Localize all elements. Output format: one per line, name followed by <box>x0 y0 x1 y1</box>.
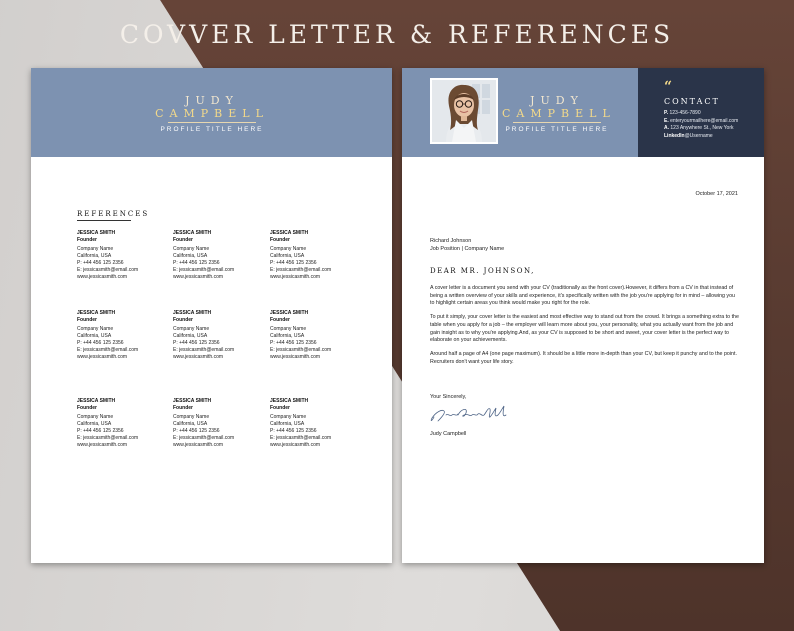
reference-card <box>77 310 169 361</box>
reference-phone: P: +44 456 125 2356 <box>173 260 220 266</box>
reference-card <box>173 230 265 281</box>
reference-phone: P: +44 456 125 2356 <box>77 428 124 434</box>
reference-phone: P: +44 456 125 2356 <box>173 428 220 434</box>
reference-card <box>77 230 169 281</box>
letter-date: October 17, 2021 <box>695 191 738 197</box>
cover-letter-header <box>402 68 764 157</box>
letter-paragraph: Around half a page of A4 (one page maximum). It should be a little more in-depth than your CV, but keep it punchy and to the point. Recruiters don't want your life story. <box>430 350 737 365</box>
contact-panel <box>638 68 764 157</box>
reference-company: Company Name <box>173 246 210 252</box>
reference-web: www.jessicasmith.com <box>77 442 128 448</box>
reference-name: JESSICA SMITH <box>77 398 116 404</box>
signer-name: Judy Campbell <box>430 431 467 437</box>
reference-role: Founder <box>77 317 97 323</box>
reference-card <box>173 398 265 449</box>
letter-paragraph: To put it simply, your cover letter is the easiest and most effective way to stand out from the crowd. It brings a something extra to the table when you apply for a job – the employer will learn more about you, your personality, what you actually want from the job and gain insight as to why you're applying.And, as your CV is supposed to be short and sweet, your cover letter is the perfect way to elaborate on your achievements. <box>430 314 739 344</box>
reference-company: Company Name <box>270 246 307 252</box>
contact-title: CONTACT <box>664 97 720 106</box>
name-last: CAMPBELL <box>155 107 269 120</box>
references-section-title: REFERENCES <box>77 210 150 218</box>
reference-phone: P: +44 456 125 2356 <box>270 428 317 434</box>
reference-web: www.jessicasmith.com <box>77 354 128 360</box>
reference-name: JESSICA SMITH <box>173 310 212 316</box>
reference-location: California, USA <box>77 421 112 427</box>
contact-list <box>664 110 738 140</box>
name-first: JUDY <box>530 94 584 107</box>
reference-web: www.jessicasmith.com <box>173 274 224 280</box>
reference-email: E: jessicasmith@email.com <box>77 347 139 353</box>
reference-web: www.jessicasmith.com <box>77 274 128 280</box>
reference-email: E: jessicasmith@email.com <box>173 435 235 441</box>
reference-company: Company Name <box>77 326 114 332</box>
reference-web: www.jessicasmith.com <box>173 354 224 360</box>
recipient-block <box>430 237 504 253</box>
reference-email: E: jessicasmith@email.com <box>173 347 235 353</box>
letter-paragraph: A cover letter is a document you send with your CV (traditionally as the front cover).However, it differs from a CV in that instead of being a written overview of your skills and experience, it's specifically written with the job you're applying for in mind – allowing you to highlight certain areas you think would make you right for the role. <box>430 285 735 307</box>
letter-closing: Your Sincerely, <box>430 394 467 400</box>
reference-location: California, USA <box>77 253 112 259</box>
reference-email: E: jessicasmith@email.com <box>77 435 139 441</box>
reference-role: Founder <box>77 405 97 411</box>
reference-name: JESSICA SMITH <box>270 230 309 236</box>
reference-web: www.jessicasmith.com <box>270 442 321 448</box>
reference-email: E: jessicasmith@email.com <box>270 435 332 441</box>
quote-icon: “ <box>664 79 673 95</box>
reference-name: JESSICA SMITH <box>270 310 309 316</box>
reference-location: California, USA <box>173 253 208 259</box>
name-first: JUDY <box>185 94 239 107</box>
reference-role: Founder <box>173 237 193 243</box>
contact-phone-label: P. <box>664 110 669 116</box>
name-block <box>112 94 312 133</box>
cover-letter-page <box>402 68 764 563</box>
contact-linkedin-label: LinkedIn <box>664 132 685 139</box>
contact-phone-value: 123-456-7890 <box>669 110 701 116</box>
reference-role: Founder <box>270 405 290 411</box>
name-divider <box>513 122 601 123</box>
reference-name: JESSICA SMITH <box>77 230 116 236</box>
references-divider <box>77 220 131 221</box>
reference-name: JESSICA SMITH <box>173 230 212 236</box>
reference-card <box>270 398 362 449</box>
recipient-name: Richard Johnson <box>430 238 472 244</box>
profile-title: PROFILE TITLE HERE <box>505 126 609 133</box>
reference-company: Company Name <box>270 414 307 420</box>
reference-web: www.jessicasmith.com <box>173 442 224 448</box>
reference-card <box>270 230 362 281</box>
reference-name: JESSICA SMITH <box>77 310 116 316</box>
contact-linkedin-value: @Username <box>684 132 713 139</box>
reference-company: Company Name <box>77 246 114 252</box>
reference-company: Company Name <box>270 326 307 332</box>
reference-company: Company Name <box>77 414 114 420</box>
reference-location: California, USA <box>270 333 305 339</box>
reference-location: California, USA <box>173 333 208 339</box>
reference-phone: P: +44 456 125 2356 <box>173 340 220 346</box>
reference-location: California, USA <box>270 421 305 427</box>
name-block <box>502 94 616 133</box>
signature <box>428 403 512 425</box>
name-divider <box>168 122 256 123</box>
contact-phone <box>664 110 738 118</box>
reference-email: E: jessicasmith@email.com <box>270 267 332 273</box>
contact-email <box>664 118 738 126</box>
reference-card <box>77 398 169 449</box>
reference-email: E: jessicasmith@email.com <box>77 267 139 273</box>
reference-role: Founder <box>77 237 97 243</box>
reference-company: Company Name <box>173 414 210 420</box>
reference-card <box>270 310 362 361</box>
reference-email: E: jessicasmith@email.com <box>173 267 235 273</box>
reference-phone: P: +44 456 125 2356 <box>77 340 124 346</box>
profile-title: PROFILE TITLE HERE <box>160 126 264 133</box>
contact-address-value: 123 Anywhere St., New York <box>670 125 734 131</box>
letter-body <box>430 285 740 372</box>
reference-location: California, USA <box>173 421 208 427</box>
reference-phone: P: +44 456 125 2356 <box>270 260 317 266</box>
reference-location: California, USA <box>77 333 112 339</box>
portrait-illustration <box>432 80 496 142</box>
salutation: DEAR MR. JOHNSON, <box>430 267 535 275</box>
banner-title: COVVER LETTER & REFERENCES <box>119 20 675 49</box>
recipient-position: Job Position | Company Name <box>430 246 505 252</box>
contact-email-value: enteryourmailhere@email.com <box>670 117 739 124</box>
reference-role: Founder <box>173 405 193 411</box>
contact-address-label: A. <box>664 125 669 131</box>
references-page <box>31 68 392 563</box>
reference-web: www.jessicasmith.com <box>270 274 321 280</box>
reference-role: Founder <box>173 317 193 323</box>
reference-company: Company Name <box>173 326 210 332</box>
contact-linkedin <box>664 133 738 141</box>
reference-name: JESSICA SMITH <box>173 398 212 404</box>
contact-address <box>664 125 738 133</box>
reference-location: California, USA <box>270 253 305 259</box>
reference-phone: P: +44 456 125 2356 <box>270 340 317 346</box>
reference-phone: P: +44 456 125 2356 <box>77 260 124 266</box>
profile-photo <box>430 78 498 144</box>
reference-role: Founder <box>270 317 290 323</box>
reference-email: E: jessicasmith@email.com <box>270 347 332 353</box>
contact-email-label: E. <box>664 117 669 124</box>
reference-role: Founder <box>270 237 290 243</box>
references-header <box>31 68 392 157</box>
reference-name: JESSICA SMITH <box>270 398 309 404</box>
reference-card <box>173 310 265 361</box>
name-last: CAMPBELL <box>502 107 616 120</box>
reference-web: www.jessicasmith.com <box>270 354 321 360</box>
